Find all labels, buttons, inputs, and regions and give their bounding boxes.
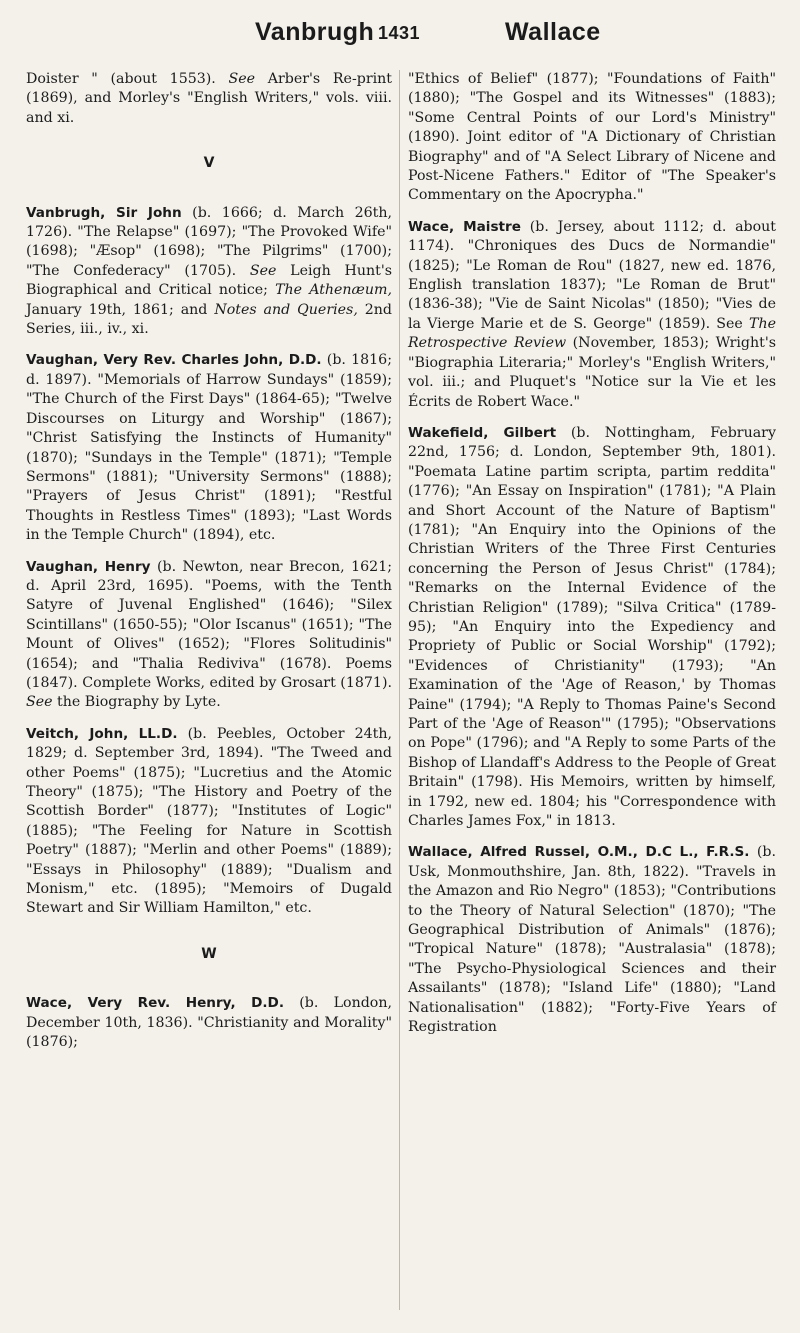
entry-text: Doister " (about 1553). bbox=[26, 71, 229, 87]
entry-wace-maistre bbox=[408, 218, 776, 412]
right-column bbox=[408, 70, 776, 1050]
periodical-title: The Athenæum, bbox=[275, 282, 392, 299]
entry-text: Arber's Re-print (1869), and Morley's "English Writers," vols. viii. and xi. bbox=[26, 71, 392, 126]
periodical-title: The Retrospective Review bbox=[408, 315, 776, 352]
entry-wace-henry bbox=[26, 994, 392, 1052]
entry-headword: Veitch, John, LL.D. bbox=[26, 725, 178, 742]
entry-headword: Wace, Very Rev. Henry, D.D. bbox=[26, 995, 284, 1012]
entry-wace-henry-continued: "Ethics of Belief" (1877); "Foundations of Faith" (1880); "The Gospel and its Witnesses" (1883); "Some Central Points of our Lord's Ministry" (1890). Joint editor of "A Dictionary of Christian Biography" and of "A Select Library of Nicene and Post-Nicene Fathers." Editor of "The Speaker's Commentary on the Apocrypha." bbox=[408, 71, 776, 204]
entry-continuation bbox=[26, 70, 392, 128]
left-column bbox=[26, 70, 392, 1064]
section-letter-v: V bbox=[203, 155, 215, 172]
entry-text: (b. London, December 10th, 1836). "Christianity and Morality" (1876); bbox=[26, 995, 392, 1051]
entry-text: (November, 1853); Wright's "Biographia Literaria;" Morley's "English Writers," vol. iii.; and Pluquet's "Notice sur la Vie et les Écrits de Robert Wace." bbox=[408, 335, 776, 410]
entry-wakefield bbox=[408, 424, 776, 832]
entry-text: 2nd Series, iii., iv., xi. bbox=[26, 301, 392, 338]
entry-vaughan-henry bbox=[26, 558, 392, 713]
entry-vaughan-charles bbox=[26, 351, 392, 545]
see-reference: See bbox=[26, 694, 53, 711]
entry-text: (b. 1816; d. 1897). "Memorials of Harrow Sundays" (1859); "The Church of the First Days" (1864-65); "Twelve Discourses on Liturgy and Worship" (1867); "Christ Satisfying the Instincts of Humanity" (1870); "Sundays in the Temple" (1871); "Temple Sermons" (1881); "University Sermons" (1888); "Prayers of Jesus Christ" (1891); "Restful Thoughts in Restless Times" (1893); "Last Words in the Temple Church" (1894), etc. bbox=[26, 352, 392, 544]
entry-text: (b. Jersey, about 1112; d. about 1174). "Chroniques des Ducs de Normandie" (1825); "Le Roman de Rou" (1827, new ed. 1876, English translation 1837); "Le Roman de Brut" (1836-38); "Vie de Saint Nicolas" (1850); "Vies de la Vierge Marie et de S. George" (1859). See bbox=[408, 218, 777, 332]
section-letter-w: W bbox=[201, 945, 217, 962]
column-divider bbox=[399, 70, 400, 1310]
page-number: 1431 bbox=[378, 23, 421, 43]
entry-text: (b. Usk, Monmouthshire, Jan. 8th, 1822). "Travels in the Amazon and Rio Negro" (1853); "Contributions to the Theory of Natural Selection" (1870); "The Geographical Distribution of Animals" (1876); "Tropical Nature" (1878); "Australasia" (1878); "The Psycho-Physiological Sciences and their Assailants" (1878); "Island Life" (1880); "Land Nationalisation" (1882); "Forty-Five Years of Registration bbox=[408, 844, 776, 1036]
entry-headword: Wallace, Alfred Russel, O.M., D.C L., F.R.S. bbox=[408, 844, 750, 861]
header-right-word: Wallace bbox=[505, 18, 601, 46]
entry-wallace bbox=[408, 843, 776, 1037]
entry-text: (b. Peebles, October 24th, 1829; d. September 3rd, 1894). "The Tweed and other Poems" (1875); "Lucretius and the Atomic Theory" (1875); "The History and Poetry of the Scottish Border" (1877); "Institutes of Logic" (1885); "The Feeling for Nature in Scottish Poetry" (1887); "Merlin and other Poems" (1889); "Essays in Philosophy" (1889); "Dualism and Monism," etc. (1895); "Memoirs of Dugald Stewart and Sir William Hamilton," etc. bbox=[26, 725, 392, 917]
see-reference: See bbox=[228, 71, 256, 87]
periodical-title: Notes and Queries, bbox=[214, 301, 358, 318]
entry-text: (b. 1666; d. March 26th, 1726). "The Relapse" (1697); "The Provoked Wife" (1698); "Æsop" (1698); "The Pilgrims" (1700); "The Confederacy" (1705). bbox=[26, 204, 393, 279]
entry-headword: Wace, Maistre bbox=[408, 218, 521, 235]
running-header bbox=[0, 18, 800, 58]
see-reference: See bbox=[249, 262, 277, 279]
entry-headword: Vaughan, Henry bbox=[26, 558, 151, 575]
header-left-word: Vanbrugh bbox=[255, 18, 375, 46]
entry-text: Leigh Hunt's Biographical and Critical notice; bbox=[26, 262, 393, 299]
entry-text: (b. Nottingham, February 22nd, 1756; d. London, September 9th, 1801). "Poemata Latine partim scripta, partim reddita" (1776); "An Essay on Inspiration" (1781); "A Plain and Short Account of the Nature of Baptism" (1781); "An Enquiry into the Opinions of the Christian Writers of the Three First Centuries concerning the Person of Jesus Christ" (1784); "Remarks on the Internal Evidence of the Christian Religion" (1789); "Silva Critica" (1789-95); "An Enquiry into the Expediency and Propriety of Public or Social Worship" (1792); "Evidences of Christianity" (1793); "An Examination of the 'Age of Reason,' by Thomas Paine" (1794); "A Reply to Thomas Paine's Second Part of the 'Age of Reason'" (1795); "Observations on Pope" (1796); and "A Reply to some Parts of the Bishop of Llandaff's Address to the People of Great Britain" (1798). His Memoirs, written by himself, in 1792, new ed. 1804; his "Correspondence with Charles James Fox," in 1813. bbox=[408, 424, 776, 830]
entry-text: the Biography by Lyte. bbox=[52, 694, 221, 711]
entry-headword: Vanbrugh, Sir John bbox=[26, 204, 182, 221]
entry-text: (b. Newton, near Brecon, 1621; d. April 23rd, 1695). "Poems, with the Tenth Satyre of Juvenal Englished" (1646); "Silex Scintillans" (1650-55); "Olor Iscanus" (1651); "The Mount of Olives" (1652); "Flores Solitudinis" (1654); and "Thalia Rediviva" (1678). Poems (1847). Complete Works, edited by Grosart (1871). bbox=[26, 558, 392, 691]
entry-headword: Wakefield, Gilbert bbox=[408, 424, 557, 441]
entry-vanbrugh bbox=[26, 204, 392, 340]
entry-headword: Vaughan, Very Rev. Charles John, D.D. bbox=[26, 352, 322, 369]
entry-veitch bbox=[26, 725, 392, 919]
entry-text: January 19th, 1861; and bbox=[26, 301, 215, 318]
